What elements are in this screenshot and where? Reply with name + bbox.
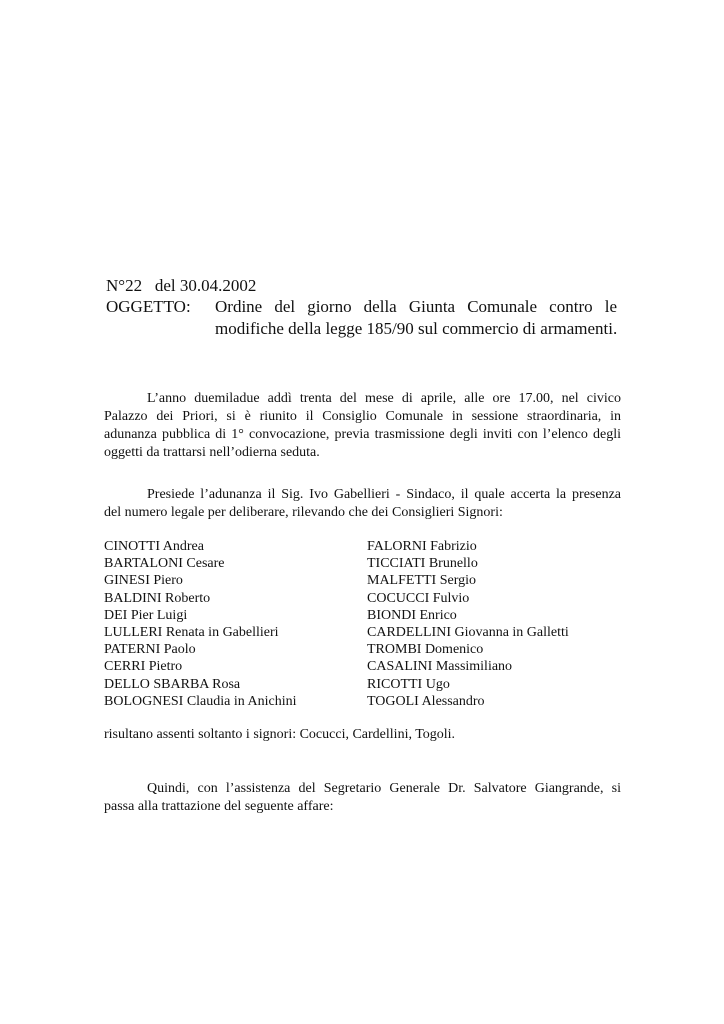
document-date: del 30.04.2002 <box>154 276 257 295</box>
subject-line: modifiche della legge 185/90 sul commercio di armamenti. <box>215 319 618 338</box>
paragraph-line: Palazzo dei Priori, si è riunito il Consiglio Comunale in sessione straordinaria, in <box>104 409 621 424</box>
paragraph-line: Presiede l’adunanza il Sig. Ivo Gabellieri - Sindaco, il quale accerta la presenza <box>147 487 621 502</box>
councillor-name: TICCIATI Brunello <box>367 556 478 572</box>
councillor-name: CINOTTI Andrea <box>104 539 204 554</box>
councillor-name: TROMBI Domenico <box>367 642 484 658</box>
subject-text <box>215 296 617 340</box>
councillor-name: GINESI Piero <box>104 573 183 589</box>
paragraph-line: adunanza pubblica di 1° convocazione, previa trasmissione degli inviti con l’elenco degli <box>104 427 621 442</box>
councillor-name: COCUCCI Fulvio <box>367 590 470 606</box>
councillors-left-column <box>104 538 354 710</box>
paragraph-line: passa alla trattazione del seguente affare: <box>104 799 334 814</box>
secretary-paragraph <box>104 780 621 816</box>
councillor-name: BALDINI Roberto <box>104 590 211 606</box>
councillor-name: CARDELLINI Giovanna in Galletti <box>367 625 569 641</box>
subject-label: OGGETTO: <box>106 297 191 316</box>
councillor-name: PATERNI Paolo <box>104 642 196 658</box>
councillor-name: CASALINI Massimiliano <box>367 659 513 675</box>
councillor-name: BARTALONI Cesare <box>104 556 225 572</box>
councillor-name: BIONDI Enrico <box>367 607 457 623</box>
councillor-name: TOGOLI Alessandro <box>367 693 485 709</box>
opening-paragraph <box>104 390 621 462</box>
councillor-name: MALFETTI Sergio <box>367 573 477 589</box>
paragraph-line: risultano assenti soltanto i signori: Cocucci, Cardellini, Togoli. <box>104 727 456 742</box>
councillor-name: CERRI Pietro <box>104 659 183 675</box>
paragraph-line: Quindi, con l’assistenza del Segretario Generale Dr. Salvatore Giangrande, si <box>147 781 621 796</box>
councillor-name: BOLOGNESI Claudia in Anichini <box>104 693 297 709</box>
councillor-name: FALORNI Fabrizio <box>367 539 477 554</box>
presides-paragraph <box>104 486 621 522</box>
councillor-name: DEI Pier Luigi <box>104 607 188 623</box>
subject-line: Ordine del giorno della Giunta Comunale contro le <box>215 297 617 316</box>
paragraph-line: L’anno duemiladue addì trenta del mese di aprile, alle ore 17.00, nel civico <box>147 391 621 406</box>
councillor-name: DELLO SBARBA Rosa <box>104 676 241 692</box>
document-number-line <box>106 275 256 296</box>
councillor-name: RICOTTI Ugo <box>367 676 450 692</box>
paragraph-line: oggetti da trattarsi nell’odierna seduta. <box>104 445 320 460</box>
document-number: N°22 <box>106 276 143 295</box>
councillor-name: LULLERI Renata in Gabellieri <box>104 625 279 641</box>
absent-paragraph <box>104 726 621 744</box>
paragraph-line: del numero legale per deliberare, rilevando che dei Consiglieri Signori: <box>104 505 503 520</box>
councillors-right-column <box>367 538 627 710</box>
